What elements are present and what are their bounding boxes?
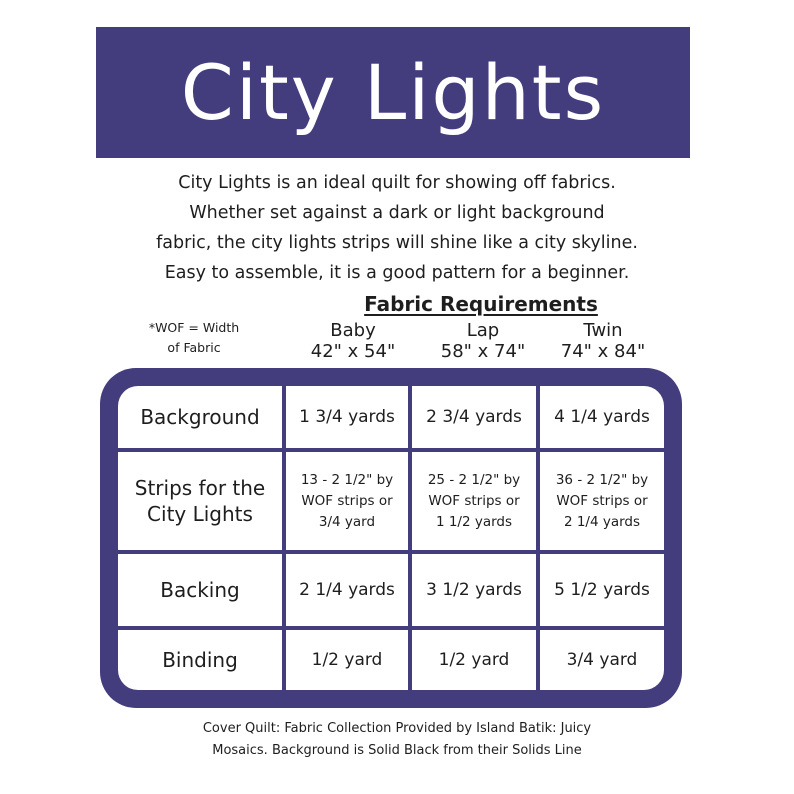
footer-line: Mosaics. Background is Solid Black from their Solids Line bbox=[212, 743, 582, 758]
table-cell: 1/2 yard bbox=[286, 630, 408, 690]
cell-line: 36 - 2 1/2" by bbox=[555, 471, 649, 488]
cell-line: WOF strips or bbox=[301, 492, 393, 509]
cell-line: 13 - 2 1/2" by bbox=[300, 471, 394, 488]
row-label-backing: Backing bbox=[118, 554, 282, 626]
table-cell: 4 1/4 yards bbox=[540, 386, 664, 448]
table-cell bbox=[286, 452, 408, 550]
table-cell: 2 1/4 yards bbox=[286, 554, 408, 626]
footer-credit bbox=[100, 718, 694, 762]
table-cell: 1 3/4 yards bbox=[286, 386, 408, 448]
size-header-baby bbox=[288, 320, 418, 362]
intro-line: Easy to assemble, it is a good pattern for a beginner. bbox=[164, 263, 630, 283]
row-label-background: Background bbox=[118, 386, 282, 448]
size-header-twin bbox=[538, 320, 668, 362]
table-cell: 1/2 yard bbox=[412, 630, 536, 690]
size-name: Twin bbox=[583, 320, 623, 341]
row-label-strips bbox=[118, 452, 282, 550]
wof-note-line: of Fabric bbox=[167, 340, 221, 355]
title-banner bbox=[96, 27, 690, 158]
table-cell: 3/4 yard bbox=[540, 630, 664, 690]
page-title: City Lights bbox=[180, 48, 606, 137]
table-cell: 5 1/2 yards bbox=[540, 554, 664, 626]
requirements-table bbox=[100, 368, 682, 708]
size-name: Lap bbox=[466, 320, 500, 341]
table-cell bbox=[412, 452, 536, 550]
size-dims: 58" x 74" bbox=[440, 341, 526, 362]
footer-line: Cover Quilt: Fabric Collection Provided by Island Batik: Juicy bbox=[202, 721, 592, 736]
intro-line: fabric, the city lights strips will shine like a city skyline. bbox=[156, 233, 638, 253]
table-cell: 2 3/4 yards bbox=[412, 386, 536, 448]
size-dims: 74" x 84" bbox=[560, 341, 646, 362]
cell-line: 25 - 2 1/2" by bbox=[427, 471, 521, 488]
row-label-line: Strips for the bbox=[134, 476, 266, 500]
row-label-line: City Lights bbox=[147, 502, 253, 526]
cell-line: 1 1/2 yards bbox=[435, 513, 513, 530]
size-name: Baby bbox=[330, 320, 376, 341]
row-label-binding: Binding bbox=[118, 630, 282, 690]
intro-line: City Lights is an ideal quilt for showing off fabrics. bbox=[178, 173, 616, 193]
requirements-title: Fabric Requirements bbox=[364, 292, 598, 316]
wof-note bbox=[128, 318, 260, 358]
wof-note-line: *WOF = Width bbox=[148, 320, 240, 335]
cell-line: WOF strips or bbox=[556, 492, 648, 509]
table-cell: 3 1/2 yards bbox=[412, 554, 536, 626]
size-header-lap bbox=[418, 320, 548, 362]
size-dims: 42" x 54" bbox=[310, 341, 396, 362]
table-cell bbox=[540, 452, 664, 550]
intro-line: Whether set against a dark or light background bbox=[189, 203, 605, 223]
intro-text bbox=[100, 168, 694, 288]
cell-line: 3/4 yard bbox=[318, 513, 376, 530]
cell-line: WOF strips or bbox=[428, 492, 520, 509]
cell-line: 2 1/4 yards bbox=[563, 513, 641, 530]
